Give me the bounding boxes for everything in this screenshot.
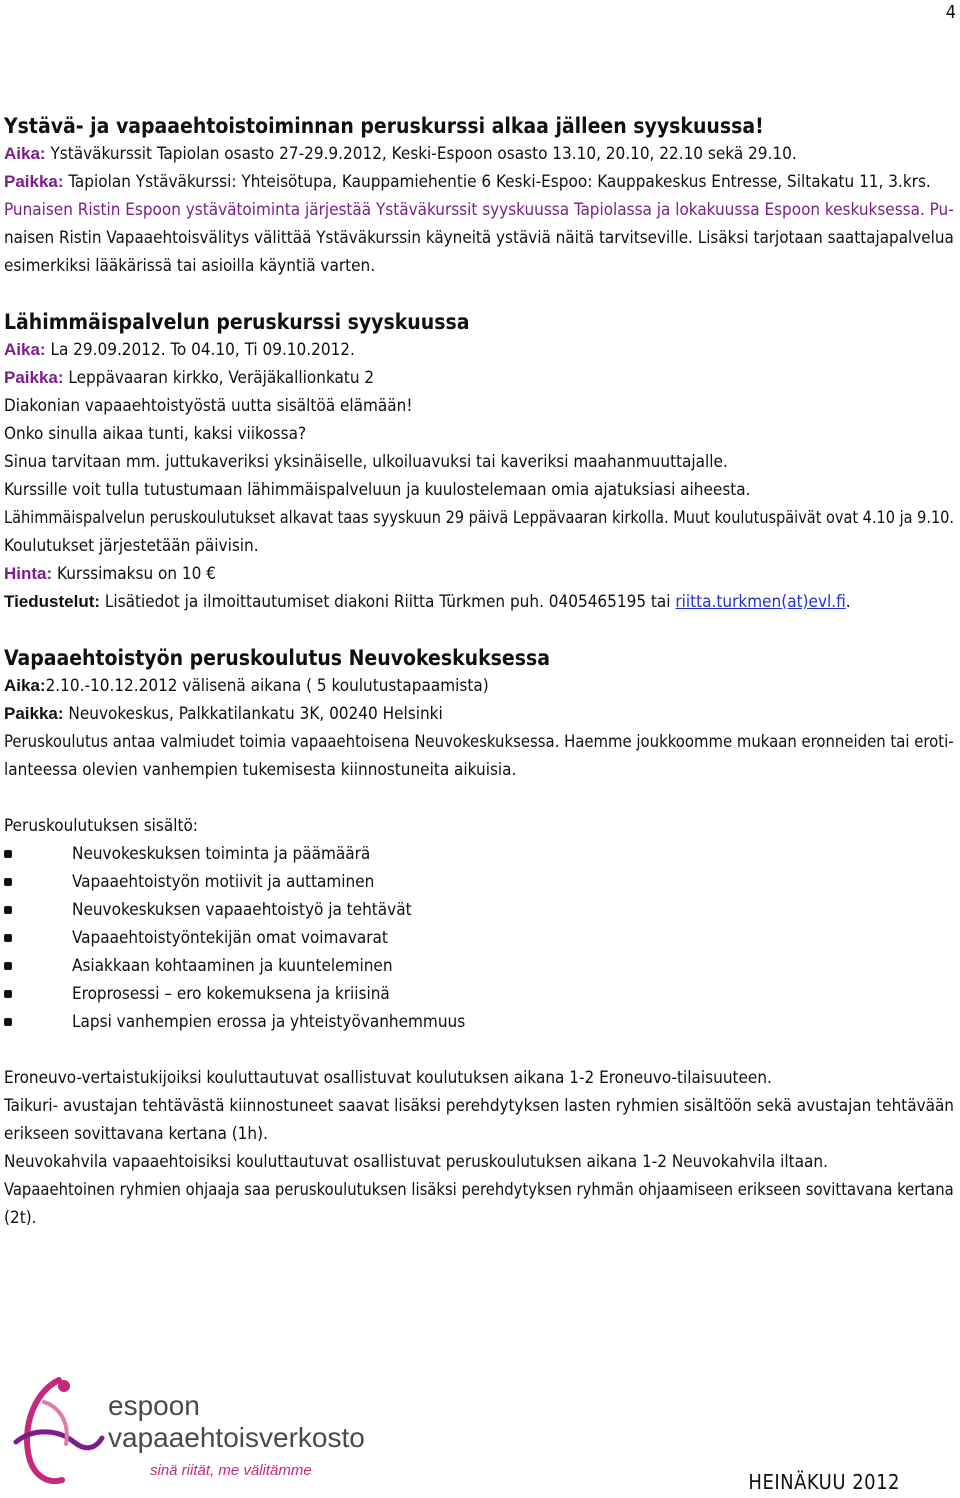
section3-intro-line: lanteessa olevien vanhempien tukemisesta kiinnostuneita aikuisia. bbox=[4, 760, 517, 780]
list-item: Eroprosessi – ero kokemuksena ja kriisinä bbox=[4, 980, 954, 1008]
paikka-text: Leppävaaran kirkko, Veräjäkallionkatu 2 bbox=[68, 368, 375, 388]
contents-heading: Peruskoulutuksen sisältö: bbox=[4, 816, 199, 836]
closing-line: Neuvokahvila vapaaehtoisiksi kouluttautuvat osallistuvat peruskoulutuksen aikana 1-2 Neuvokahvila iltaan. bbox=[4, 1152, 828, 1172]
hinta-label: Hinta: bbox=[4, 564, 53, 583]
section3-intro-line: Peruskoulutus antaa valmiudet toimia vapaaehtoisena Neuvokeskuksessa. Haemme joukkoomme mukaan eronneiden tai eroti- bbox=[4, 732, 954, 752]
tiedustelut-text: Lisätiedot ja ilmoittautumiset diakoni Riitta Türkmen puh. 0405465195 tai bbox=[104, 592, 671, 612]
section1-body-line: naisen Ristin Vapaaehtoisvälitys välittää Ystäväkurssin käyneitä ystäviä näitä tarvitseville. Lisäksi tarjotaan saattajapalvelua bbox=[4, 228, 954, 248]
section2-hinta bbox=[4, 560, 954, 588]
section1-paikka bbox=[4, 168, 954, 196]
list-item: Lapsi vanhempien erossa ja yhteistyövanhemmuus bbox=[4, 1008, 954, 1036]
section1-title: Ystävä- ja vapaaehtoistoiminnan peruskurssi alkaa jälleen syyskuussa! bbox=[4, 114, 764, 138]
logo-tagline: sinä riität, me välitämme bbox=[150, 1462, 312, 1479]
section2-body-line: Lähimmäispalvelun peruskoulutukset alkavat taas syyskuun 29 päivä Leppävaaran kirkolla. Muut koulutuspäivät ovat 4.10 ja 9.10. bbox=[4, 508, 955, 528]
section3-title: Vapaaehtoistyön peruskoulutus Neuvokeskuksessa bbox=[4, 646, 550, 670]
section2-tiedustelut bbox=[4, 588, 954, 616]
list-item: Neuvokeskuksen toiminta ja päämäärä bbox=[4, 840, 954, 868]
paikka-text: Neuvokeskus, Palkkatilankatu 3K, 00240 Helsinki bbox=[68, 704, 443, 724]
tiedustelut-label: Tiedustelut: bbox=[4, 592, 101, 611]
logo-line1: espoon bbox=[108, 1390, 200, 1421]
section2-aika bbox=[4, 336, 954, 364]
section3-paikka bbox=[4, 700, 954, 728]
footer-date: HEINÄKUU 2012 bbox=[748, 1470, 900, 1494]
hinta-text: Kurssimaksu on 10 € bbox=[57, 564, 216, 584]
logo-mark-icon bbox=[4, 1372, 114, 1492]
section2-body-line: Sinua tarvitaan mm. juttukaveriksi yksinäiselle, ulkoiluavuksi tai kaveriksi maahanmuuttajalle. bbox=[4, 452, 728, 472]
section3-aika bbox=[4, 672, 954, 700]
list-item: Vapaaehtoistyön motiivit ja auttaminen bbox=[4, 868, 954, 896]
aika-label: Aika: bbox=[4, 676, 46, 695]
paikka-label: Paikka: bbox=[4, 172, 64, 191]
contents-list bbox=[4, 840, 954, 1036]
contact-email-link[interactable]: riitta.turkmen(at)evl.fi bbox=[675, 592, 846, 612]
section2-body-line: Onko sinulla aikaa tunti, kaksi viikossa? bbox=[4, 424, 307, 444]
organization-logo bbox=[4, 1372, 364, 1492]
closing-line: Taikuri- avustajan tehtävästä kiinnostuneet saavat lisäksi perehdytyksen lasten ryhmien sisältöön sekä avustajan tehtävään bbox=[4, 1096, 955, 1116]
section2-body-line: Koulutukset järjestetään päivisin. bbox=[4, 536, 259, 556]
aika-text: La 29.09.2012. To 04.10, Ti 09.10.2012. bbox=[50, 340, 355, 360]
paikka-text: Tapiolan Ystäväkurssi: Yhteisötupa, Kauppamiehentie 6 Keski-Espoo: Kauppakeskus Entresse, Siltakatu 11, 3.krs. bbox=[68, 172, 931, 192]
paikka-label: Paikka: bbox=[4, 704, 64, 723]
section1-aika bbox=[4, 140, 954, 168]
tiedustelut-end: . bbox=[845, 592, 851, 612]
page-number: 4 bbox=[945, 2, 956, 23]
closing-line: erikseen sovittavana kertana (1h). bbox=[4, 1124, 268, 1144]
section2-paikka bbox=[4, 364, 954, 392]
closing-line: (2t). bbox=[4, 1208, 37, 1228]
section2-body-line: Diakonian vapaaehtoistyöstä uutta sisältöä elämään! bbox=[4, 396, 413, 416]
section1-body-line: Punaisen Ristin Espoon ystävätoiminta järjestää Ystäväkurssit syyskuussa Tapiolassa ja lokakuussa Espoon keskuksessa. Pu- bbox=[4, 200, 954, 220]
section2-body-line: Kurssille voit tulla tutustumaan lähimmäispalveluun ja kuulostelemaan omia ajatuksiasi aiheesta. bbox=[4, 480, 751, 500]
section2-title: Lähimmäispalvelun peruskurssi syyskuussa bbox=[4, 310, 470, 334]
list-item: Asiakkaan kohtaaminen ja kuunteleminen bbox=[4, 952, 954, 980]
closing-line: Eroneuvo-vertaistukijoiksi kouluttautuvat osallistuvat koulutuksen aikana 1-2 Eroneuvo-tilaisuuteen. bbox=[4, 1068, 772, 1088]
section1-body-line: esimerkiksi lääkärissä tai asioilla käyntiä varten. bbox=[4, 256, 376, 276]
aika-label: Aika: bbox=[4, 144, 46, 163]
aika-label: Aika: bbox=[4, 340, 46, 359]
closing-line: Vapaaehtoinen ryhmien ohjaaja saa peruskoulutuksen lisäksi perehdytyksen ryhmän ohjaamiseen erikseen sovittavana kertana bbox=[4, 1180, 954, 1200]
main-content bbox=[4, 112, 954, 1232]
aika-text: Ystäväkurssit Tapiolan osasto 27-29.9.2012, Keski-Espoon osasto 13.10, 20.10, 22.10 sekä 29.10. bbox=[50, 144, 797, 164]
paikka-label: Paikka: bbox=[4, 368, 64, 387]
aika-text: 2.10.-10.12.2012 välisenä aikana ( 5 koulutustapaamista) bbox=[45, 676, 489, 696]
logo-line2: vapaaehtoisverkosto bbox=[108, 1422, 365, 1453]
list-item: Vapaaehtoistyöntekijän omat voimavarat bbox=[4, 924, 954, 952]
list-item: Neuvokeskuksen vapaaehtoistyö ja tehtävät bbox=[4, 896, 954, 924]
